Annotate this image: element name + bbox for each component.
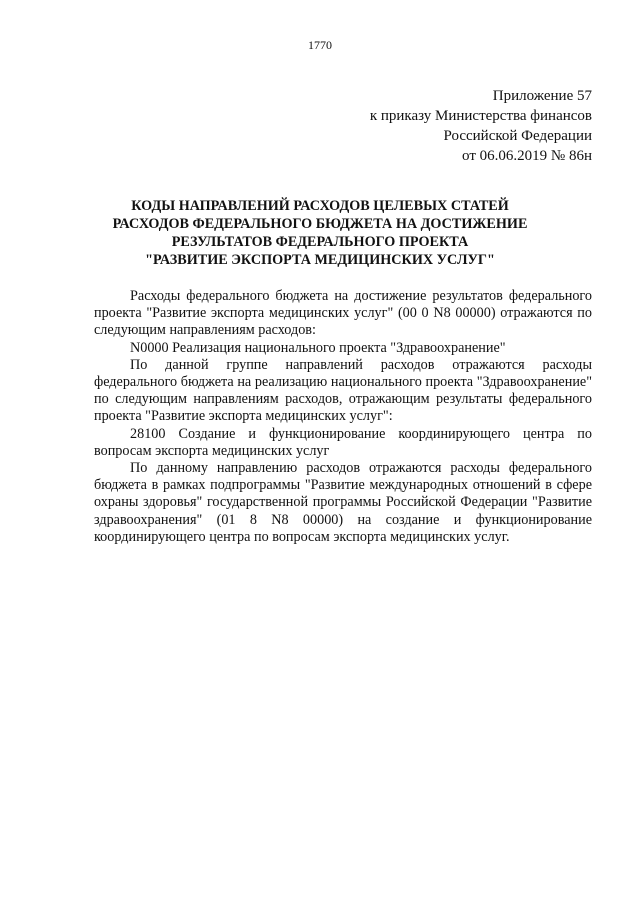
appendix-federation: Российской Федерации: [443, 128, 592, 144]
paragraph-intro: Расходы федерального бюджета на достижение результатов федерального проекта "Развитие экспорта медицинских услуг" (00 0 N8 00000) отражаются по следующим направлениям расходов:: [94, 288, 592, 339]
appendix-date-number: от 06.06.2019 № 86н: [462, 148, 592, 164]
title-line-2: РАСХОДОВ ФЕДЕРАЛЬНОГО БЮДЖЕТА НА ДОСТИЖЕНИЕ: [112, 216, 528, 232]
title-line-1: КОДЫ НАПРАВЛЕНИЙ РАСХОДОВ ЦЕЛЕВЫХ СТАТЕЙ: [131, 198, 509, 214]
title-line-3: РЕЗУЛЬТАТОВ ФЕДЕРАЛЬНОГО ПРОЕКТА: [171, 234, 469, 250]
appendix-order-ref: к приказу Министерства финансов: [369, 108, 592, 124]
document-body: [94, 288, 592, 546]
paragraph-direction-description: По данному направлению расходов отражаются расходы федерального бюджета в рамках подпрограммы "Развитие международных отношений в сфере охраны здоровья" государственной программы Российской Федерации "Развитие здравоохранения" (01 8 N8 00000) на создание и функционирование координирующего центра по вопросам экспорта медицинских услуг.: [94, 460, 592, 545]
page-number: 1770: [308, 38, 332, 52]
paragraph-code-n0000: N0000 Реализация национального проекта "Здравоохранение": [130, 339, 506, 356]
document-title: [60, 197, 580, 269]
appendix-header: [292, 86, 592, 166]
paragraph-code-28100: 28100 Создание и функционирование координирующего центра по вопросам экспорта медицинских услуг: [94, 425, 592, 459]
paragraph-group-description: По данной группе направлений расходов отражаются расходы федерального бюджета на реализацию национального проекта "Здравоохранение" по следующим направлениям расходов, отражающим результаты федерального проекта "Развитие экспорта медицинских услуг":: [94, 356, 592, 425]
title-line-4: "РАЗВИТИЕ ЭКСПОРТА МЕДИЦИНСКИХ УСЛУГ": [145, 252, 495, 268]
appendix-number: Приложение 57: [492, 88, 592, 104]
